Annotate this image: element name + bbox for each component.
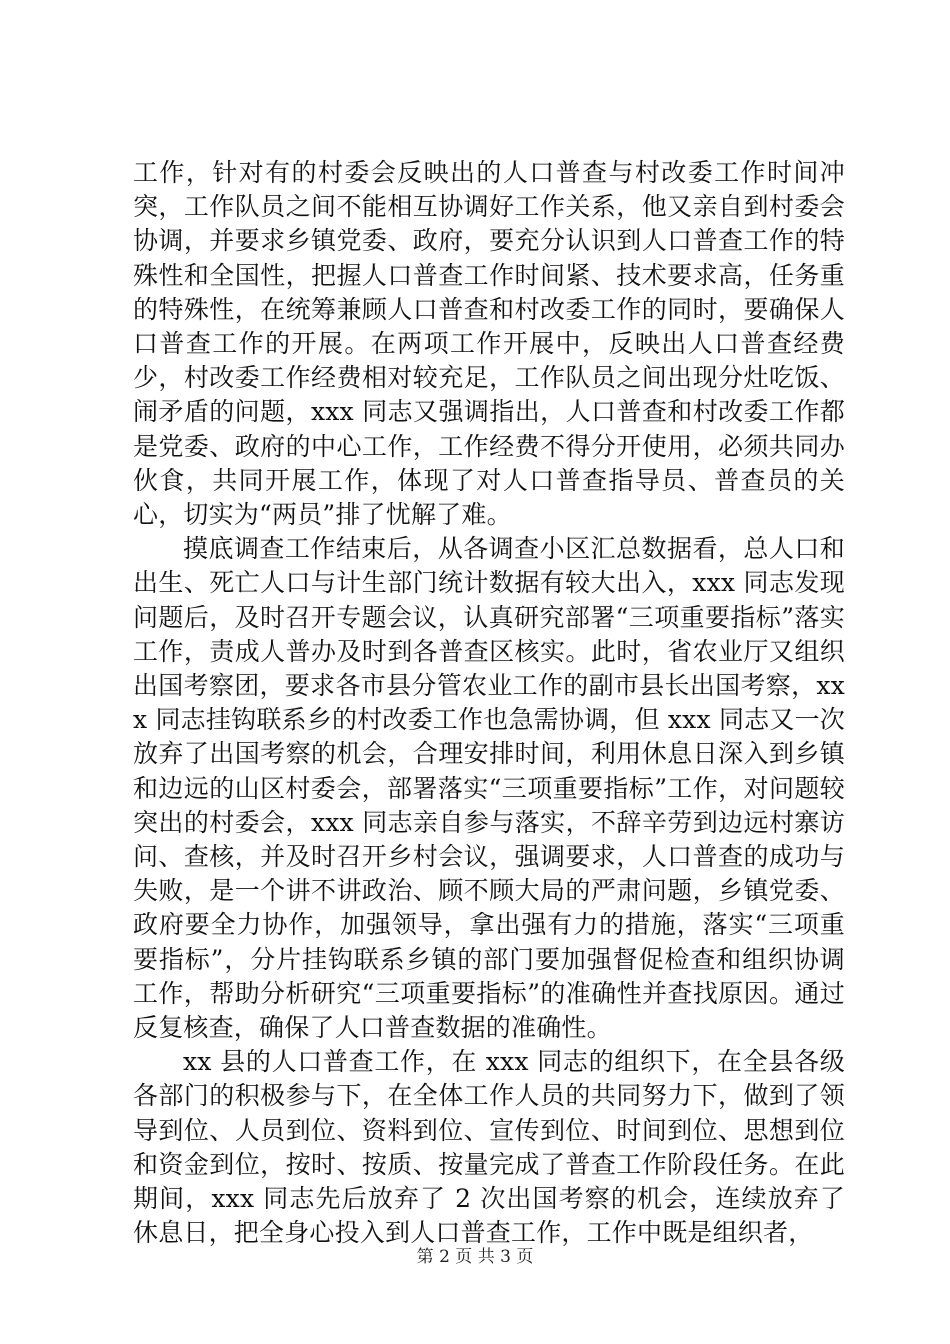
paragraph-1: 工作，针对有的村委会反映出的人口普查与村改委工作时间冲突，工作队员之间不能相互协调好工作关系，他又亲自到村委会协调，并要求乡镇党委、政府，要充分认识到人口普查工作的特殊性和全国性，把握人口普查工作时间紧、技术要求高，任务重的特殊性，在统筹兼顾人口普查和村改委工作的同时，要确保人口普查工作的开展。在两项工作开展中，反映出人口普查经费少，村改委工作经费相对较充足，工作队员之间出现分灶吃饭、闹矛盾的问题，xxx 同志又强调指出，人口普查和村改委工作都是党委、政府的中心工作，工作经费不得分开使用，必须共同办伙食，共同开展工作，体现了对人口普查指导员、普查员的关心，切实为“两员”排了忧解了难。	[133, 158, 845, 530]
page-footer: 第 2 页 共 3 页	[416, 1247, 534, 1267]
paragraph-2: 摸底调查工作结束后，从各调查小区汇总数据看，总人口和出生、死亡人口与计生部门统计数据有较大出入，xxx 同志发现问题后，及时召开专题会议，认真研究部署“三项重要指标”落实工作，责成人普办及时到各普查区核实。此时，省农业厅又组织出国考察团，要求各市县分管农业工作的副市县长出国考察，xxx 同志挂钩联系乡的村改委工作也急需协调，但 xxx 同志又一次放弃了出国考察的机会，合理安排时间，利用休息日深入到乡镇和边远的山区村委会，部署落实“三项重要指标”工作，对问题较突出的村委会，xxx 同志亲自参与落实，不辞辛劳到边远村寨访问、查核，并及时召开乡村会议，强调要求，人口普查的成功与失败，是一个讲不讲政治、顾不顾大局的严肃问题，乡镇党委、政府要全力协作，加强领导，拿出强有力的措施，落实“三项重要指标”，分片挂钩联系乡镇的部门要加强督促检查和组织协调工作，帮助分析研究“三项重要指标”的准确性并查找原因。通过反复核查，确保了人口普查数据的准确性。	[133, 534, 845, 1043]
paragraph-3: xx 县的人口普查工作，在 xxx 同志的组织下，在全县各级各部门的积极参与下，在全体工作人员的共同努力下，做到了领导到位、人员到位、资料到位、宣传到位、时间到位、思想到位和资金到位，按时、按质、按量完成了普查工作阶段任务。在此期间，xxx 同志先后放弃了 2 次出国考察的机会，连续放弃了休息日，把全身心投入到人口普查工作，工作中既是组织者，	[133, 1047, 845, 1248]
document-body	[133, 156, 845, 1251]
